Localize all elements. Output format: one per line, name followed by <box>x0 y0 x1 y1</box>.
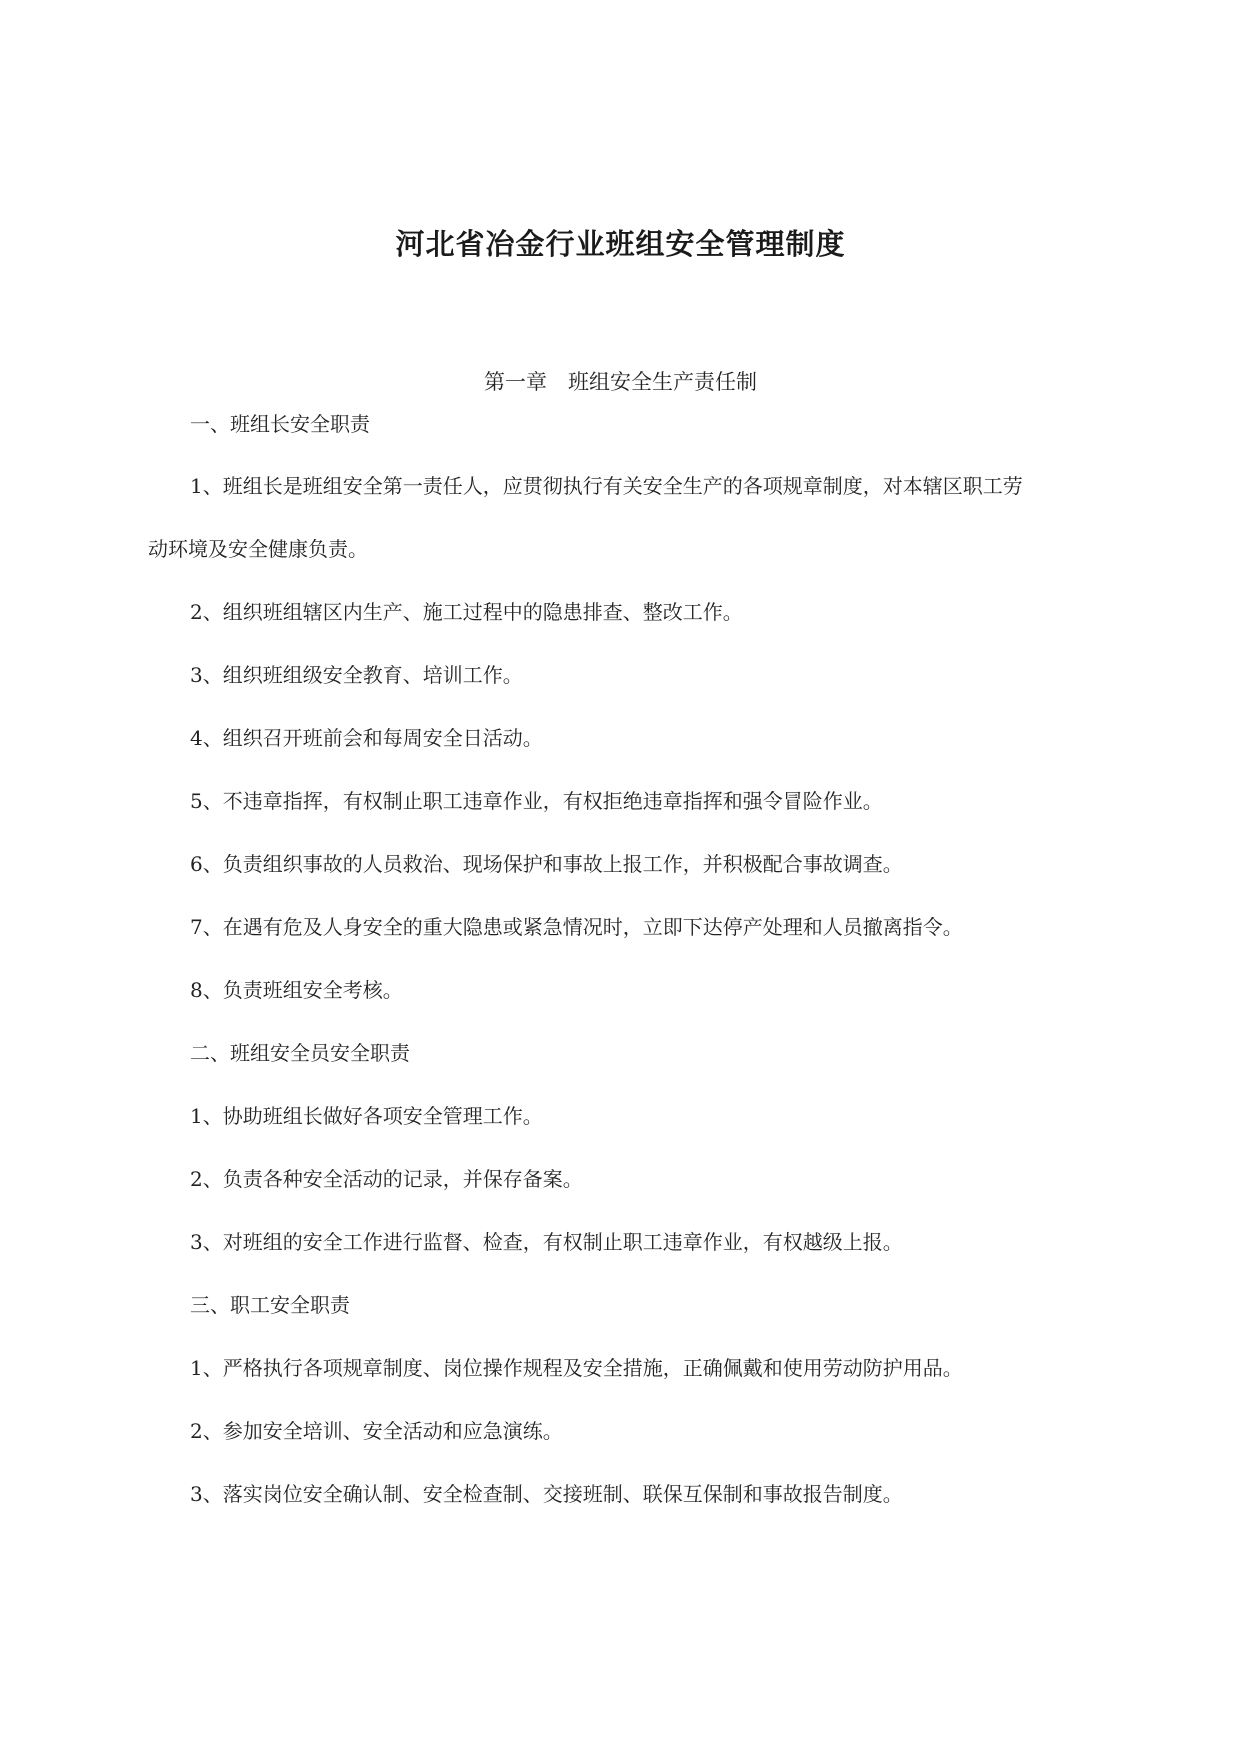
paragraph-line: 1、班组长是班组安全第一责任人，应贯彻执行有关安全生产的各项规章制度，对本辖区职工劳 <box>190 474 1023 498</box>
paragraph-line: 4、组织召开班前会和每周安全日活动。 <box>190 726 543 750</box>
paragraph-line: 6、负责组织事故的人员救治、现场保护和事故上报工作，并积极配合事故调查。 <box>190 852 903 876</box>
paragraph-line: 5、不违章指挥，有权制止职工违章作业，有权拒绝违章指挥和强令冒险作业。 <box>190 789 883 813</box>
document-title: 河北省冶金行业班组安全管理制度 <box>395 227 846 261</box>
section-heading-2: 二、班组安全员安全职责 <box>190 1041 410 1065</box>
section-heading-1: 一、班组长安全职责 <box>190 412 370 436</box>
paragraph-line: 1、协助班组长做好各项安全管理工作。 <box>190 1104 543 1128</box>
paragraph-line: 7、在遇有危及人身安全的重大隐患或紧急情况时，立即下达停产处理和人员撤离指令。 <box>190 915 963 939</box>
paragraph-line: 3、组织班组级安全教育、培训工作。 <box>190 663 523 687</box>
paragraph-line: 动环境及安全健康负责。 <box>148 537 368 561</box>
paragraph-line: 3、对班组的安全工作进行监督、检查，有权制止职工违章作业，有权越级上报。 <box>190 1230 903 1254</box>
paragraph-line: 2、组织班组辖区内生产、施工过程中的隐患排查、整改工作。 <box>190 600 743 624</box>
paragraph-line: 2、参加安全培训、安全活动和应急演练。 <box>190 1419 563 1443</box>
chapter-heading: 第一章 班组安全生产责任制 <box>484 370 757 394</box>
paragraph-line: 8、负责班组安全考核。 <box>190 978 403 1002</box>
section-heading-3: 三、职工安全职责 <box>190 1293 350 1317</box>
paragraph-line: 3、落实岗位安全确认制、安全检查制、交接班制、联保互保制和事故报告制度。 <box>190 1482 903 1506</box>
paragraph-line: 1、严格执行各项规章制度、岗位操作规程及安全措施，正确佩戴和使用劳动防护用品。 <box>190 1356 963 1380</box>
paragraph-line: 2、负责各种安全活动的记录，并保存备案。 <box>190 1167 583 1191</box>
